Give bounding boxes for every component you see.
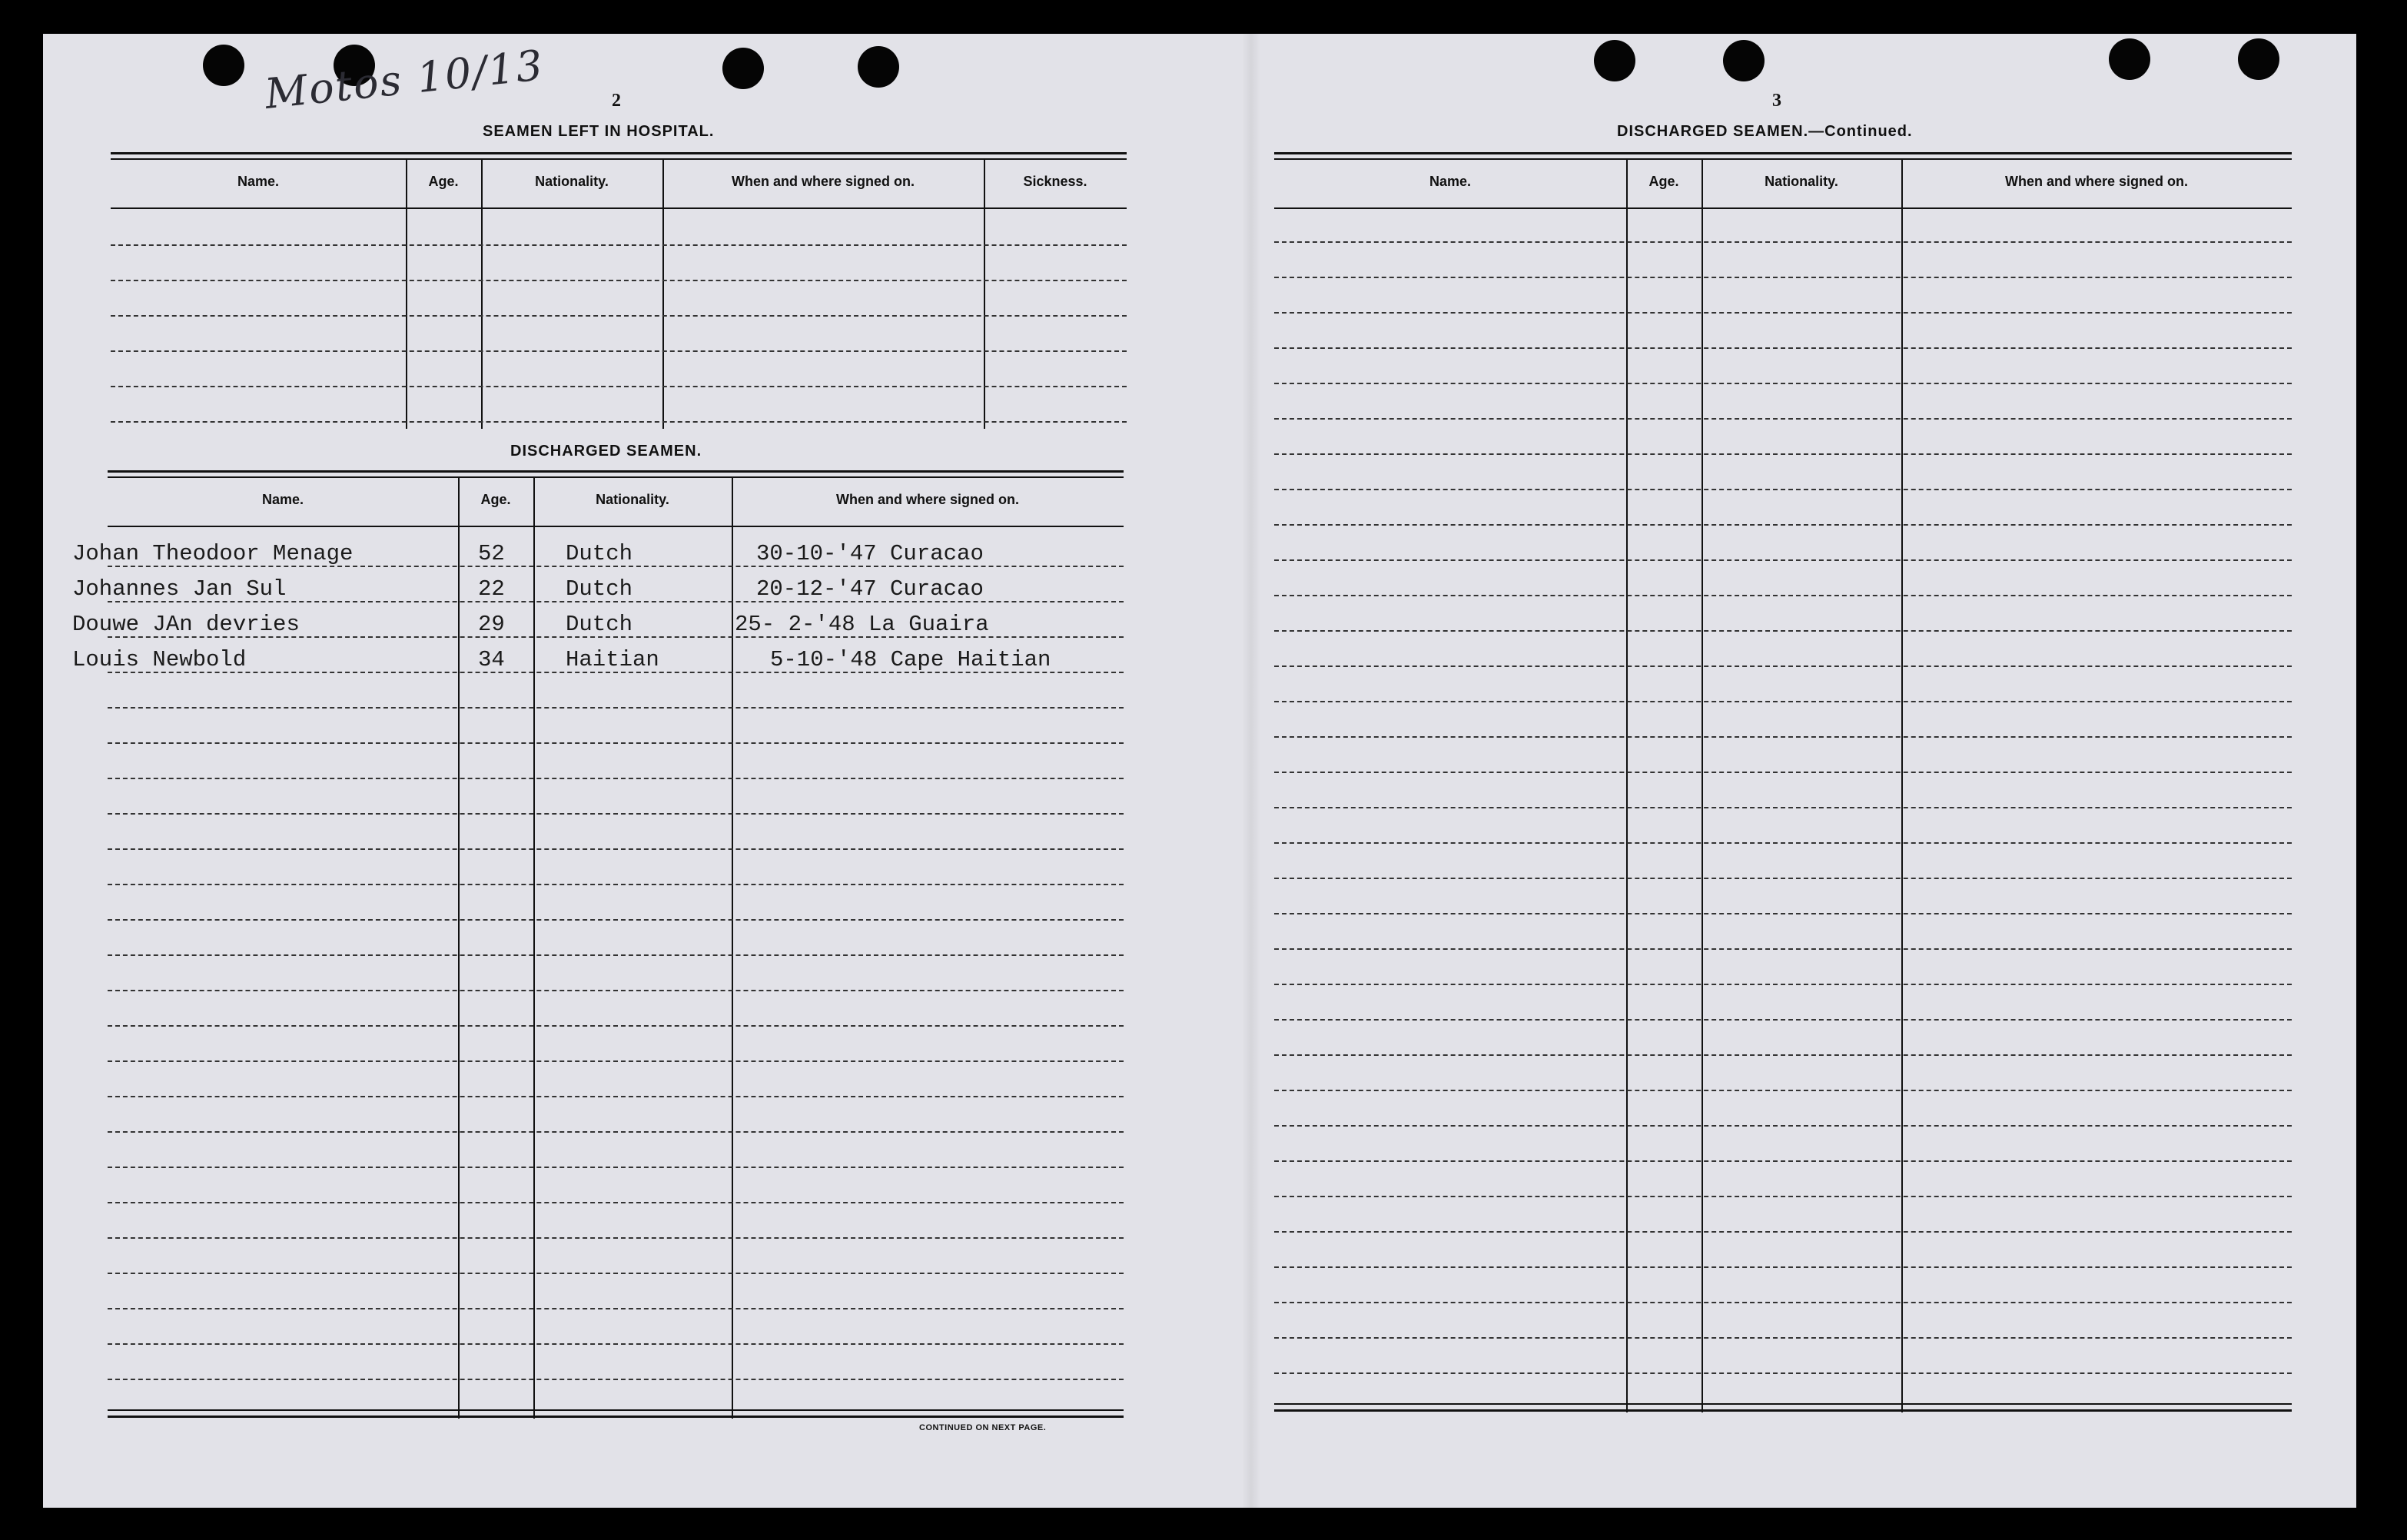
discharged-section-title: DISCHARGED SEAMEN. (510, 443, 702, 460)
seaman-age: 52 (478, 541, 505, 566)
hospital-table (111, 152, 1127, 429)
seaman-name: Johannes Jan Sul (72, 576, 287, 602)
seaman-age: 29 (478, 612, 505, 637)
seaman-nationality: Haitian (566, 647, 659, 672)
seaman-nationality: Dutch (566, 576, 633, 602)
continued-note: CONTINUED ON NEXT PAGE. (919, 1423, 1047, 1432)
discharged-col-name: Name. (261, 492, 304, 507)
seaman-name: Louis Newbold (72, 647, 247, 672)
continued-col-nationality: Nationality. (1765, 174, 1838, 189)
seaman-nationality: Dutch (566, 612, 633, 637)
right-page-title: DISCHARGED SEAMEN.—Continued. (1617, 123, 1913, 140)
discharged-col-nationality: Nationality. (596, 492, 669, 507)
seaman-name: Johan Theodoor Menage (72, 541, 354, 566)
seaman-nationality: Dutch (566, 541, 633, 566)
seaman-age: 34 (478, 647, 505, 672)
right-page-number: 3 (1772, 91, 1781, 111)
hospital-col-sickness: Sickness. (1023, 174, 1087, 189)
punch-hole (722, 48, 764, 89)
punch-hole (1723, 40, 1765, 81)
continued-col-age: Age. (1648, 174, 1679, 189)
continued-col-signed-on: When and where signed on. (2004, 174, 2189, 189)
seaman-signed-on: 20-12-'47 Curacao (756, 576, 984, 602)
punch-hole (2238, 38, 2279, 80)
punch-hole (1594, 40, 1635, 81)
discharged-col-signed-on: When and where signed on. (835, 492, 1020, 507)
punch-hole (203, 45, 244, 86)
punch-hole (858, 46, 899, 88)
punch-hole (2109, 38, 2150, 80)
hospital-col-age: Age. (428, 174, 459, 189)
seaman-signed-on: 5-10-'48 Cape Haitian (770, 647, 1051, 672)
seaman-signed-on: 25- 2-'48 La Guaira (735, 612, 989, 637)
left-page-number: 2 (612, 91, 621, 111)
page-fold (1242, 34, 1260, 1508)
seaman-age: 22 (478, 576, 505, 602)
handwritten-note: Motos 10/13 (262, 41, 546, 118)
seaman-name: Douwe JAn devries (72, 612, 300, 637)
discharged-continued-table (1274, 152, 2292, 1420)
hospital-section-title: SEAMEN LEFT IN HOSPITAL. (483, 123, 715, 140)
hospital-col-name: Name. (237, 174, 280, 189)
seaman-signed-on: 30-10-'47 Curacao (756, 541, 984, 566)
hospital-col-signed-on: When and where signed on. (731, 174, 915, 189)
continued-col-name: Name. (1429, 174, 1472, 189)
hospital-col-nationality: Nationality. (535, 174, 609, 189)
discharged-col-age: Age. (480, 492, 511, 507)
